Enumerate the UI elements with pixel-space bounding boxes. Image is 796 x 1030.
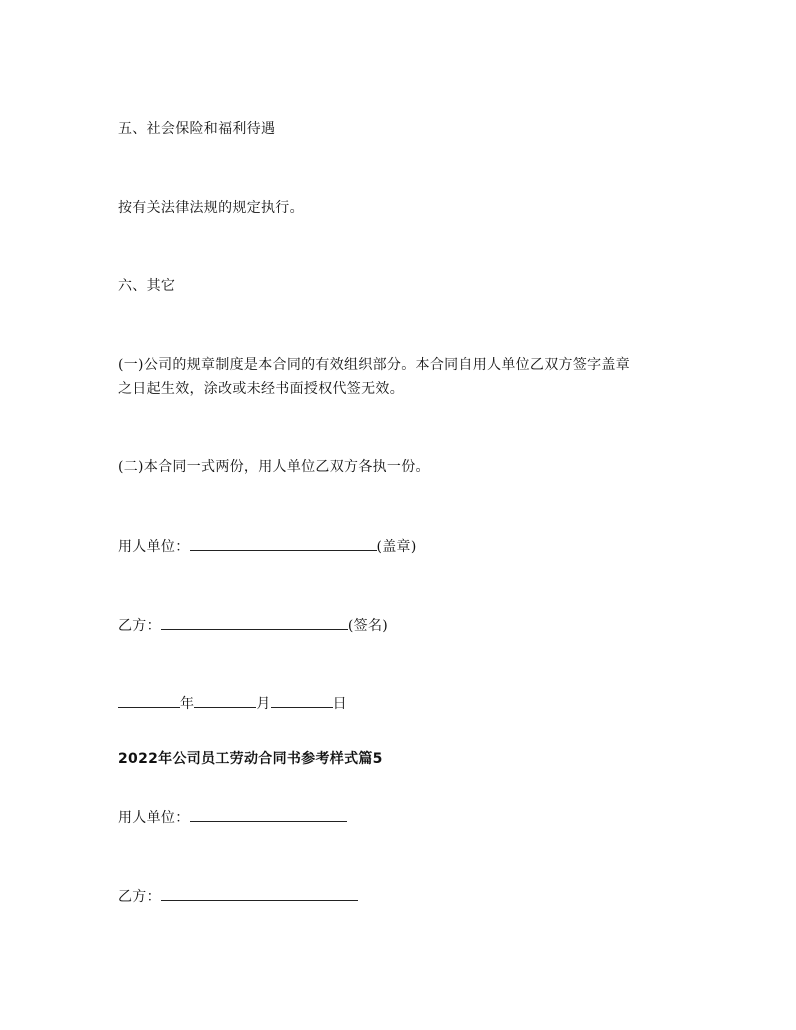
day-label: 日	[332, 696, 347, 712]
clause-1-line-1: (一)公司的规章制度是本合同的有效组织部分。本合同自用人单位乙双方签字盖章	[118, 357, 631, 373]
employer-signature-line	[118, 538, 417, 555]
day-blank[interactable]	[271, 695, 333, 708]
party-b-signature-line	[118, 617, 388, 634]
next-employer-blank[interactable]	[190, 809, 347, 822]
clause-1-line-2: 之日起生效，涂改或未经书面授权代签无效。	[118, 381, 404, 397]
section-6-heading: 六、其它	[118, 278, 176, 294]
year-blank[interactable]	[118, 695, 180, 708]
next-party-b-label: 乙方：	[118, 889, 161, 905]
next-contract-title: 2022年公司员工劳动合同书参考样式篇5	[118, 751, 383, 767]
year-label: 年	[180, 696, 195, 712]
party-b-label: 乙方：	[118, 618, 161, 634]
next-employer-line	[118, 809, 347, 826]
party-b-blank[interactable]	[161, 617, 348, 630]
section-5-heading: 五、社会保险和福利待遇	[118, 121, 276, 137]
next-party-b-blank[interactable]	[161, 888, 358, 901]
employer-blank[interactable]	[190, 538, 377, 551]
month-label: 月	[256, 696, 271, 712]
clause-2: (二)本合同一式两份，用人单位乙双方各执一份。	[118, 459, 430, 475]
next-party-b-line	[118, 888, 358, 905]
employer-label: 用人单位：	[118, 539, 190, 555]
next-employer-label: 用人单位：	[118, 810, 190, 826]
party-b-suffix: (签名)	[347, 618, 389, 634]
date-line	[118, 695, 347, 712]
employer-suffix: (盖章)	[376, 539, 417, 555]
month-blank[interactable]	[194, 695, 256, 708]
section-5-body: 按有关法律法规的规定执行。	[118, 200, 304, 216]
